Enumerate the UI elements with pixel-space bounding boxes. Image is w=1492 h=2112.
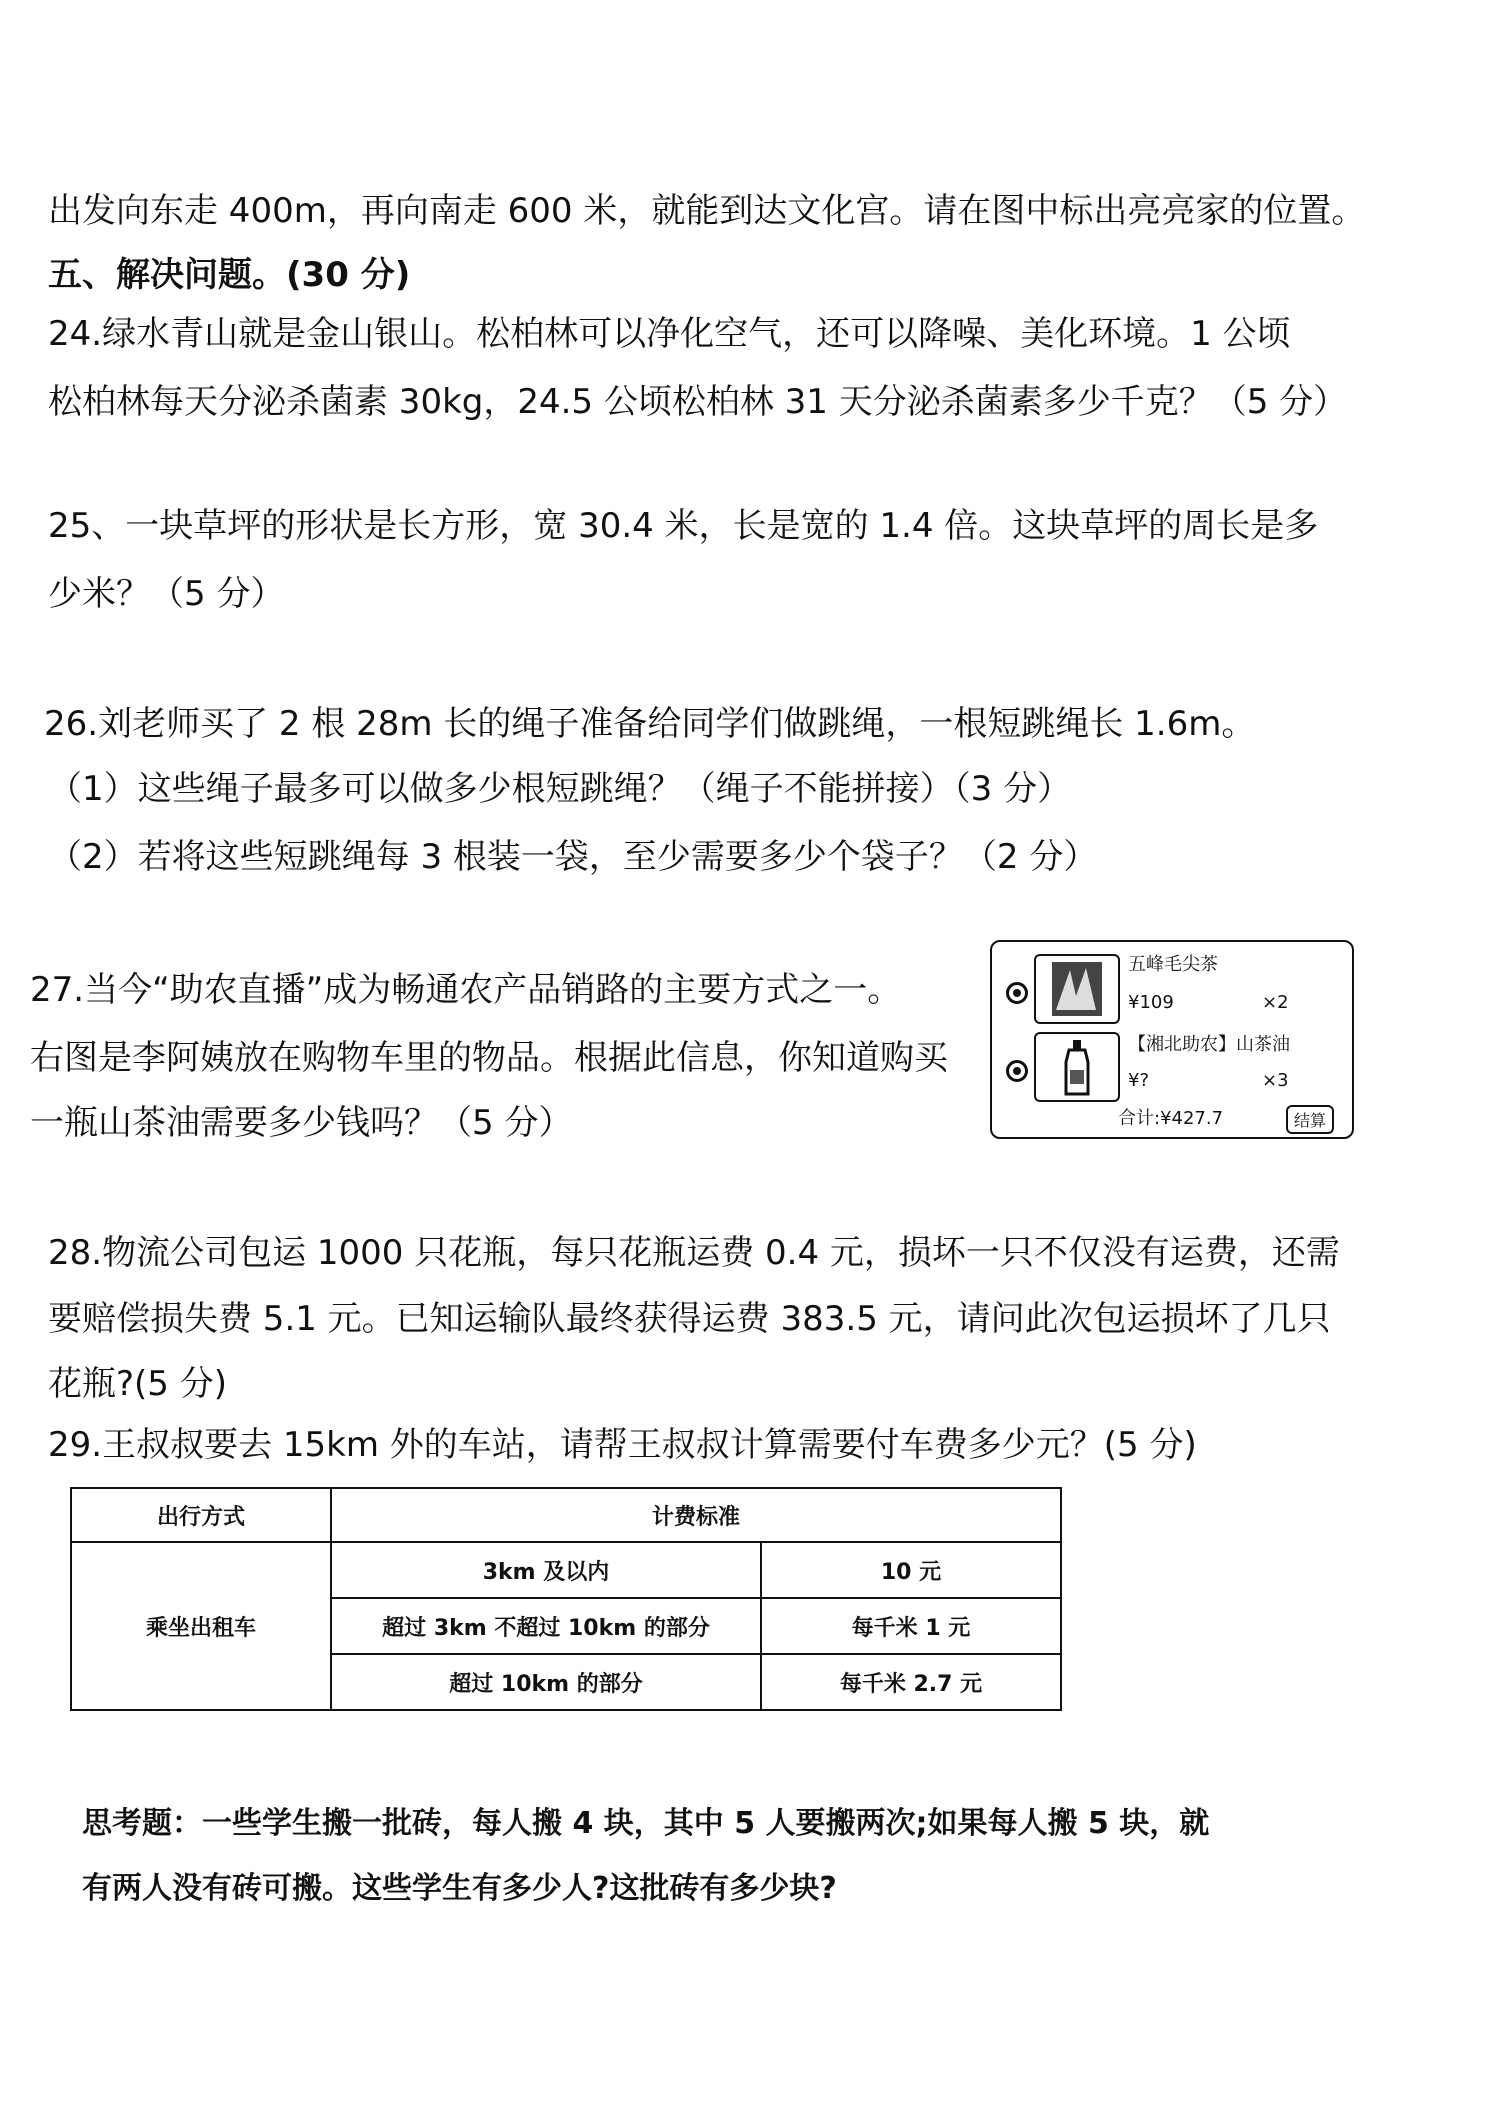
thinking-question-line1: 思考题：一些学生搬一批砖，每人搬 4 块，其中 5 人要搬两次;如果每人搬 5 块，就 [82,1806,1210,1841]
oil-thumbnail [1034,1032,1120,1102]
thinking-question-line2: 有两人没有砖可搬。这些学生有多少人?这批砖有多少块? [82,1871,837,1906]
fare-range: 超过 3km 不超过 10km 的部分 [331,1598,761,1654]
fare-price: 10 元 [761,1542,1061,1598]
travel-mode-taxi: 乘坐出租车 [71,1542,331,1710]
cart-total: 合计:¥427.7 [1118,1108,1224,1129]
question-28-line1: 28.物流公司包运 1000 只花瓶，每只花瓶运费 0.4 元，损坏一只不仅没有运费，还需 [48,1233,1340,1273]
tea-package-icon [1036,956,1118,1022]
header-travel-mode: 出行方式 [71,1488,331,1542]
item2-checkbox [1006,1060,1028,1082]
shopping-cart [990,940,1354,1139]
section-title: 五、解决问题。(30 分) [48,255,411,295]
question-25-line1: 25、一块草坪的形状是长方形，宽 30.4 米，长是宽的 1.4 倍。这块草坪的周长是多 [48,506,1319,546]
question-24-line1: 24.绿水青山就是金山银山。松柏林可以净化空气，还可以降噪、美化环境。1 公顷 [48,314,1291,354]
fare-table [70,1487,1062,1711]
item1-qty: ×2 [1262,992,1289,1013]
question-26-part1: （1）这些绳子最多可以做多少根短跳绳？（绳子不能拼接）（3 分） [48,769,1072,809]
fare-range: 3km 及以内 [331,1542,761,1598]
item2-name: 【湘北助农】山茶油 [1128,1034,1290,1055]
item1-checkbox [1006,982,1028,1004]
question-27-line3: 一瓶山茶油需要多少钱吗？（5 分） [30,1103,573,1143]
item1-price: ¥109 [1128,992,1174,1013]
question-26: 26.刘老师买了 2 根 28m 长的绳子准备给同学们做跳绳，一根短跳绳长 1.6m。 [44,704,1256,744]
tea-thumbnail [1034,954,1120,1024]
fare-price: 每千米 2.7 元 [761,1654,1061,1710]
question-28-line3: 花瓶?(5 分) [48,1364,228,1404]
question-27-line1: 27.当今“助农直播”成为畅通农产品销路的主要方式之一。 [30,970,902,1010]
question-29: 29.王叔叔要去 15km 外的车站，请帮王叔叔计算需要付车费多少元？(5 分) [48,1425,1197,1465]
item2-qty: ×3 [1262,1070,1289,1091]
question-28-line2: 要赔偿损失费 5.1 元。已知运输队最终获得运费 383.5 元，请问此次包运损坏了几只 [48,1299,1331,1339]
checkout-button: 结算 [1286,1105,1334,1134]
question-27-line2: 右图是李阿姨放在购物车里的物品。根据此信息，你知道购买 [30,1038,948,1078]
fare-range: 超过 10km 的部分 [331,1654,761,1710]
question-26-part2: （2）若将这些短跳绳每 3 根装一袋，至少需要多少个袋子？（2 分） [48,837,1098,877]
item2-price: ¥? [1128,1070,1150,1091]
question-24-line2: 松柏林每天分泌杀菌素 30kg，24.5 公顷松柏林 31 天分泌杀菌素多少千克？（5 分） [48,382,1348,422]
item1-name: 五峰毛尖茶 [1128,954,1218,975]
question-23-tail: 出发向东走 400m，再向南走 600 米，就能到达文化宫。请在图中标出亮亮家的位置。 [48,191,1366,231]
question-25-line2: 少米？（5 分） [48,574,285,614]
header-fare-standard: 计费标准 [331,1488,1061,1542]
fare-price: 每千米 1 元 [761,1598,1061,1654]
oil-bottle-icon [1036,1034,1118,1100]
